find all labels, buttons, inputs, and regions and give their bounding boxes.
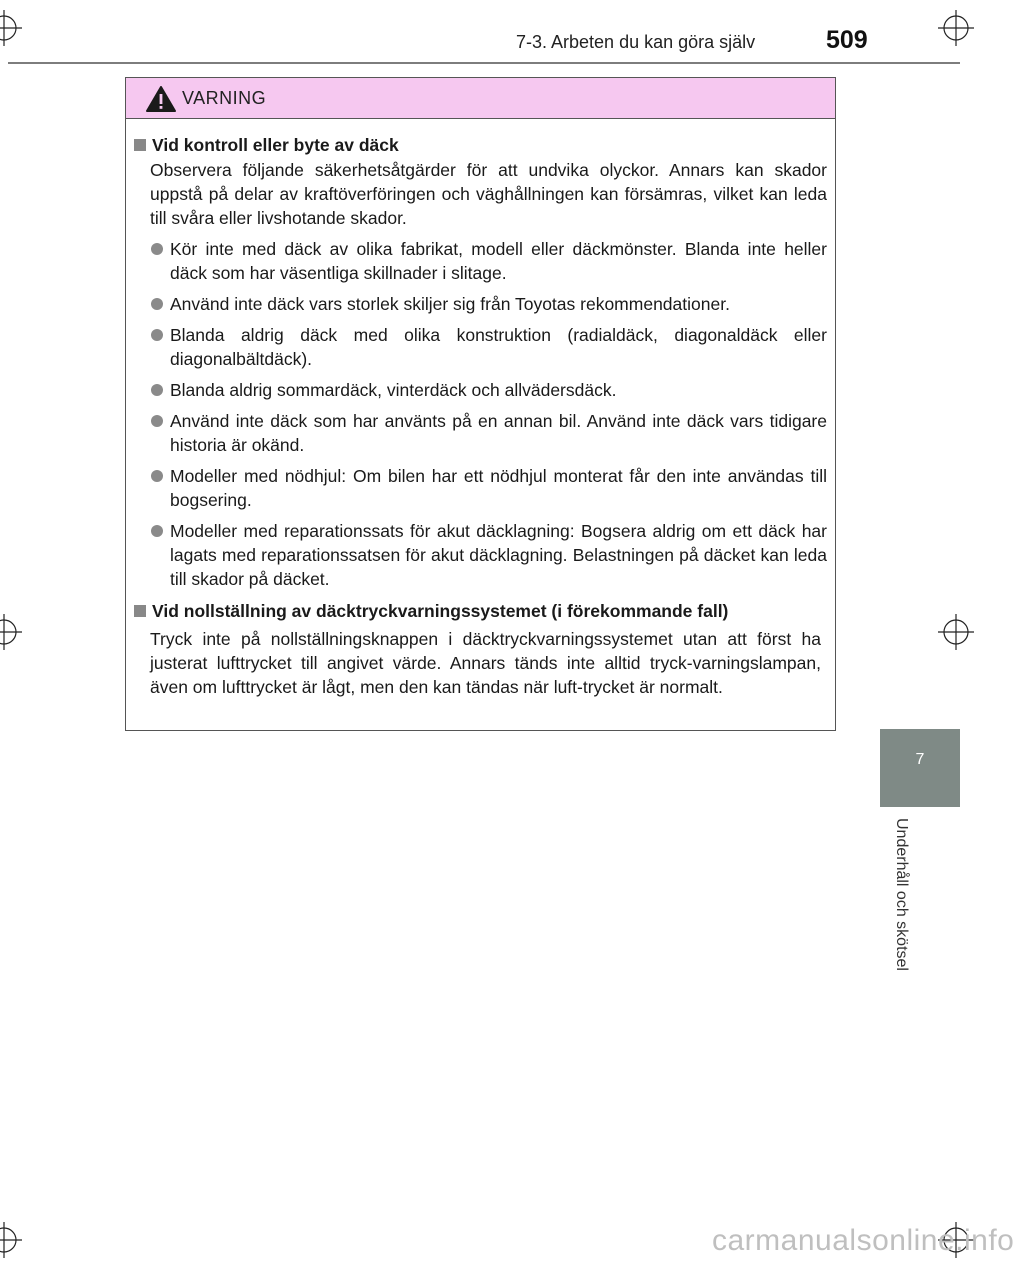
square-bullet-icon bbox=[134, 139, 146, 151]
section-intro: Observera följande säkerhetsåtgärder för att undvika olyckor. Annars kan skador uppstå på delar av kraftöverföringen och väghållningen kan försämras, vilket kan leda till svåra eller livshotande skador. bbox=[150, 160, 827, 228]
bullet-text: Kör inte med däck av olika fabrikat, modell eller däckmönster. Blanda inte heller däck som har väsentliga skillnader i slitage. bbox=[170, 239, 827, 283]
warning-triangle-icon bbox=[145, 85, 177, 113]
bullet-item bbox=[134, 292, 827, 316]
bullet-dot-icon bbox=[151, 384, 163, 396]
section-title-tire-check bbox=[134, 133, 827, 157]
bullet-dot-icon bbox=[151, 298, 163, 310]
section-title-text: Vid kontroll eller byte av däck bbox=[152, 135, 399, 155]
bullet-item bbox=[134, 323, 827, 371]
bullet-text: Använd inte däck som har använts på en annan bil. Använd inte däck vars tidigare historia är okänd. bbox=[170, 411, 827, 455]
bullet-item bbox=[134, 237, 827, 285]
chapter-title: 7-3. Arbeten du kan göra själv bbox=[516, 32, 756, 52]
section-title-text: Vid nollställning av däcktryckvarningssystemet (i förekommande fall) bbox=[152, 601, 729, 621]
bullet-dot-icon bbox=[151, 470, 163, 482]
bullet-text: Blanda aldrig sommardäck, vinterdäck och allvädersdäck. bbox=[170, 380, 617, 400]
page-header bbox=[0, 0, 960, 62]
header-divider bbox=[8, 62, 960, 64]
bullet-text: Använd inte däck vars storlek skiljer sig från Toyotas rekommendationer. bbox=[170, 294, 730, 314]
chapter-side-label: Underhåll och skötsel bbox=[893, 818, 910, 971]
chapter-tab bbox=[880, 729, 960, 807]
bullet-dot-icon bbox=[151, 243, 163, 255]
bullet-dot-icon bbox=[151, 415, 163, 427]
section-title-tpms-reset bbox=[134, 599, 827, 623]
warning-label: VARNING bbox=[182, 88, 267, 108]
bullet-text: Modeller med reparationssats för akut däcklagning: Bogsera aldrig om ett däck har lagats med reparationssatsen för akut däcklagning. Belastningen på däcket kan leda till skador på däcket. bbox=[170, 521, 827, 589]
warning-box bbox=[125, 77, 836, 731]
registration-mark-bottom-left bbox=[0, 1222, 22, 1258]
bullet-dot-icon bbox=[151, 329, 163, 341]
bullet-item bbox=[134, 378, 827, 402]
bullet-item bbox=[134, 409, 827, 457]
page-number: 509 bbox=[826, 26, 868, 54]
chapter-number: 7 bbox=[915, 751, 925, 768]
bullet-text: Modeller med nödhjul: Om bilen har ett nödhjul monterat får den inte användas till bogsering. bbox=[170, 466, 827, 510]
warning-header bbox=[126, 78, 835, 119]
watermark: carmanualsonline.info bbox=[712, 1224, 1014, 1257]
bullet-dot-icon bbox=[151, 525, 163, 537]
registration-mark-mid-left bbox=[0, 614, 22, 650]
bullet-item bbox=[134, 519, 827, 591]
section-text: Tryck inte på nollställningsknappen i däcktryckvarningssystemet utan att först ha justerat lufttrycket till angivet värde. Annars tänds inte alltid tryck-varningslampan, även om lufttrycket är lågt, men den kan tändas när luft-trycket är normalt. bbox=[150, 629, 821, 697]
bullet-item bbox=[134, 464, 827, 512]
bullet-text: Blanda aldrig däck med olika konstruktion (radialdäck, diagonaldäck eller diagonalbältdäck). bbox=[170, 325, 827, 369]
square-bullet-icon bbox=[134, 605, 146, 617]
warning-body bbox=[126, 119, 835, 699]
registration-mark-mid-right bbox=[938, 614, 974, 650]
